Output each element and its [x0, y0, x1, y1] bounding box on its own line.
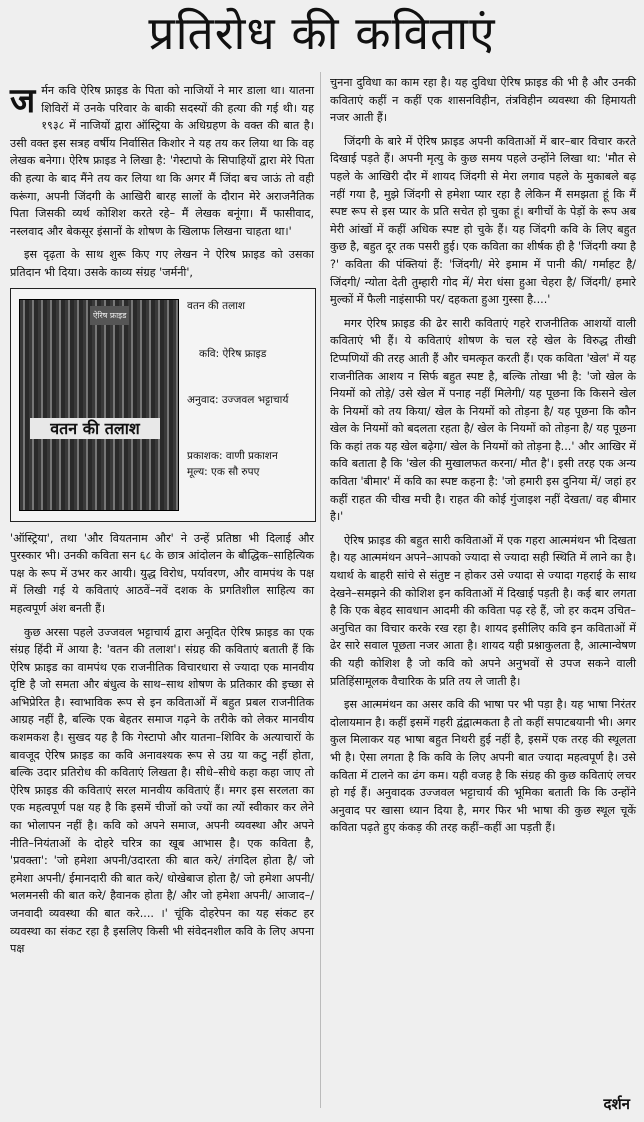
book-cover-image	[19, 299, 179, 511]
paragraph: चुनना दुविधा का काम रहा है। यह दुविधा ऐरिष फ्राइड की भी है और उनकी कविताएं कहीं न कहीं एक शासनविहीन, तंत्रविहीन व्यवस्था की हिमायती नजर आती हैं।	[330, 76, 636, 125]
paragraph	[10, 82, 314, 240]
left-column	[10, 82, 314, 964]
paragraph: इस आत्ममंथन का असर कवि की भाषा पर भी पड़ा है। यह भाषा निरंतर दोलायमान है। कहीं इसमें गहरी द्वंद्वात्मकता है तो कहीं सपाटबयानी भी। अगर कुल मिलाकर यह भाषा बहुत निथरी हुई नहीं है, इसमें एक तरह की स्थूलता भी है। ऐसा लगता है कि कवि के लिए अपनी बात ज्यादा महत्वपूर्ण है। उसे कविता में टालने का ढंग कम। यही वजह है कि संग्रह की कुछ कविताएं लचर हो गई हैं। अनुवादक उज्जवल भट्टाचार्य की भूमिका बताती कि कि उन्होंने अनुवाद पर खासा ध्यान दिया है, मगर फिर भी भाषा की कुछ स्थूल चूकें कविता पढ़ते हुए कंकड़ की तरह कहीं–कहीं आ पड़ती हैं।	[330, 698, 636, 835]
paragraph: ऐरिष फ्राइड की बहुत सारी कविताओं में एक गहरा आत्ममंथन भी दिखता है। यह आत्ममंथन अपने–आपको ज्यादा से ज्यादा सही स्थिति में लाने का है। यथार्थ के बाहरी सांचे से संतुष्ट न होकर उसे ज्यादा से ज्यादा गहराई के साथ देखने–समझने की कोशिश इन कविताओं में दिखाई पड़ती है। कई बार लगता है कि एक बेहद सावधान आदमी की कविता पढ़ रहे हैं, जो हर कदम उचित–अनुचित का विचार करके रख रहा है। शायद इसीलिए कवि इन कविताओं में ढेर सारे सवाल पूछता नजर आता है। शायद यही प्रश्नाकुलता है, आत्मान्वेषण की यही कोशिश है जो कवि को अपने अनुभवों से उपज सकने वाली प्रतिहिंसामूलक वैचारिक के प्रति तय ले जाती है।	[330, 533, 636, 688]
paragraph: मगर ऐरिष फ्राइड की ढेर सारी कविताएं गहरे राजनीतिक आशयों वाली कविताएं भी हैं। ये कविताएं शोषण के चल रहे खेल के विरुद्ध तीखी टिप्पणियों की तरह आती हैं और चमत्कृत करती हैं। एक कविता 'खेल' में यह राजनीतिक आशय न सिर्फ बहुत स्पष्ट है, बल्कि तोखा भी है: 'जो खेल के नियमों को तोड़े/ उसे खेल में पनाह नहीं मिलेगी/ यह पूछना कि किसने खेल के नियमों को तय किया/ खेल के नियमों को तोड़ना है/ यह पूछना कि कौन खेल के नियमों को बदलता रहता है/ खेल के नियमों को तोड़ना है/ यह पूछना कि कहां तक यह खेल बढ़ेगा/ खेल के नियमों को तोड़ना है...' और आखिर में कवि बताता है कि 'खेल की मुखालफत करना/ मौत है'। इसी तरह एक अन्य कविता 'बीमार' में कवि का स्पष्ट कहना है: 'जो हमारी इस दुनिया में/ जहां हर कहीं राहत की चीख मची है। राहत की कोई गुंजाइश नहीं देखता/ वह बीमार है।'	[330, 316, 636, 524]
book-figure	[10, 288, 316, 522]
paragraph-text: र्मन कवि ऐरिष फ्राइड के पिता को नाजियों ने मार डाला था। यातना शिविरों में उनके परिवार के बाकी सदस्यों की हत्या की गई थी। यह १९३८ में नाजियों द्वारा ऑस्ट्रिया के अधिग्रहण के वक्त की बात है। उसी वक्त इस सत्रह वर्षीय निर्वासित किशोर ने यह तय कर लिया था कि वह लेखक बनेगा। ऐरिष फ्राइड ने लिखा है: 'गेस्टापो के सिपाहियों द्वारा मेरे पिता की हत्या के बाद मैंने तय कर लिया था कि अगर मैं जिंदा बच जाऊं तो वही करूंगा, अपनी जिंदगी के आखिरी बारह सालों के दौरान मेरे अराजनैतिक पिता जिसकी व्यर्थ कोशिश करते रहे– मैं लेखक बनूंगा। मैं फासीवाद, नस्लवाद और बेकसूर इंसानों के शोषण के खिलाफ लिखना चाहता था।'	[10, 84, 314, 238]
column-divider	[320, 72, 321, 1108]
book-price: मूल्य: एक सौ रुपए	[187, 465, 260, 478]
paragraph: 'ऑस्ट्रिया', तथा 'और वियतनाम और' ने उन्हें प्रतिष्ठा भी दिलाई और पुरस्कार भी। उनकी कविता सन ६८ के छात्र आंदोलन के बौद्धिक–साहित्यिक पक्ष के रूप में उभर कर आयी। युद्ध विरोध, पर्यावरण, और वामपंथ के पक्ष में लिखी गई ये कविताएं आठवें–नवें दशक के प्रगतिशील साहित्य का महत्वपूर्ण अंश बनती हैं।	[10, 531, 314, 615]
book-title: वतन की तलाश	[187, 299, 246, 312]
dropcap: ज	[10, 81, 36, 121]
book-translator: अनुवाद: उज्जवल भट्टाचार्य	[187, 393, 289, 406]
paragraph: जिंदगी के बारे में ऐरिष फ्राइड अपनी कविताओं में बार–बार विचार करते दिखाई पड़ते हैं। अपनी मृत्यु के कुछ समय पहले उन्होंने लिखा था: 'मौत से पहले के आखिरी दौर में शायद जिंदगी से मेरा लगाव पहले के मुकाबले बढ़ नहीं गया है, मुझे जिंदगी से हमेशा प्यार रहा है लेकिन मैं समझता हूं कि मैं स्पष्ट रूप से इस प्यार के प्रति सचेत हो चुका हूं। बगीचों के पेड़ों के रूप अब मेरी आंखों में कहीं अधिक स्पष्ट हो चुके हैं। यह जिंदगी कवि के लिए बहुत कुछ है, बहुत दूर तक पसरी हुई। एक कविता का शीर्षक ही है 'जिंदगी क्या है ?' कविता की पंक्तियां हैं: 'जिंदगी/ मेरे इमाम में पानी की/ गर्माहट है/ जिंदगी/ न्योता देती तुम्हारी गोद में/ मेरा धंसा हुआ चेहरा है/ जिंदगी/ हमारे मुल्कों में फैली नाइंसाफी पर/ दहकता हुआ गुस्सा है....'	[330, 134, 636, 307]
book-poet: कवि: ऐरिष फ्राइड	[199, 347, 267, 360]
book-publisher: प्रकाशक: वाणी प्रकाशन	[187, 449, 278, 462]
right-column	[330, 74, 636, 843]
cover-title: वतन की तलाश	[30, 418, 160, 440]
paragraph: इस दृढ़ता के साथ शुरू किए गए लेखन ने ऐरिष फ्राइड को उसका प्रतिदान भी दिया। उसके काव्य संग्रह 'जर्मनी',	[10, 248, 314, 279]
author-byline: दर्शन	[603, 1095, 630, 1113]
paragraph: कुछ अरसा पहले उज्जवल भट्टाचार्य द्वारा अनूदित ऐरिष फ्राइड का एक संग्रह हिंदी में आया है: 'वतन की तलाश'। संग्रह की कविताएं बताती हैं कि ऐरिष फ्राइड का वामपंथ एक राजनीतिक विचारधारा से ज्यादा एक मानवीय दृष्टि है जो समता और बंधुत्व के साथ–साथ शोषण के प्रतिकार की इच्छा से अभिप्रेरित है। स्वाभाविक रूप से इन कविताओं में बहुत प्रबल राजनीतिक आग्रह नहीं है, बल्कि एक बेहतर समाज गढ़ने के तरीके को लेकर मानवीय कशमकश है। सुखद यह है कि गेस्टापो और यातना–शिविर के अत्याचारों के बावजूद ऐरिष फ्राइड का कवि अनावश्यक रूप से उग्र या कटु नहीं होता, बल्कि उदार प्रतिरोध की कविताएं लिखता है। सीधे–सीधे कहा कहा जाए तो ऐरिष फ्राइड की कविताएं सरल मानवीय कविताएं हैं। मगर इस सरलता का एक महत्वपूर्ण पक्ष यह है कि इसमें चीजों को ज्यों का त्यों स्वीकार कर लेने का भोलापन नहीं है। कवि को अपने समाज, अपनी व्यवस्था और अपने नीति–नियंताओं के दोहरे चरित्र का खूब आभास है। एक कविता है, 'प्रवक्ता': 'जो हमेशा अपनी/उदारता की बात करे/ तंगदिल होता है/ जो हमेशा अपनी/ ईमानदारी की बात करे/ धोखेबाज होता है/ जो हमेशा अपनी/ भलमनसी की बात करे/ हैवानक होता है/ और जो हमेशा अपनी/ आजाद–/ जनवादी व्यवस्था की बात करे.... ।' चूंकि दोहरेपन का यह संकट हर व्यवस्था का संकट रहा है इसलिए किसी भी संवेदनशील कवि के लिए अपना पक्ष	[10, 625, 314, 956]
cover-author: ऐरिष फ्राइड	[90, 306, 129, 326]
page-title: प्रतिरोध की कविताएं	[148, 6, 496, 60]
